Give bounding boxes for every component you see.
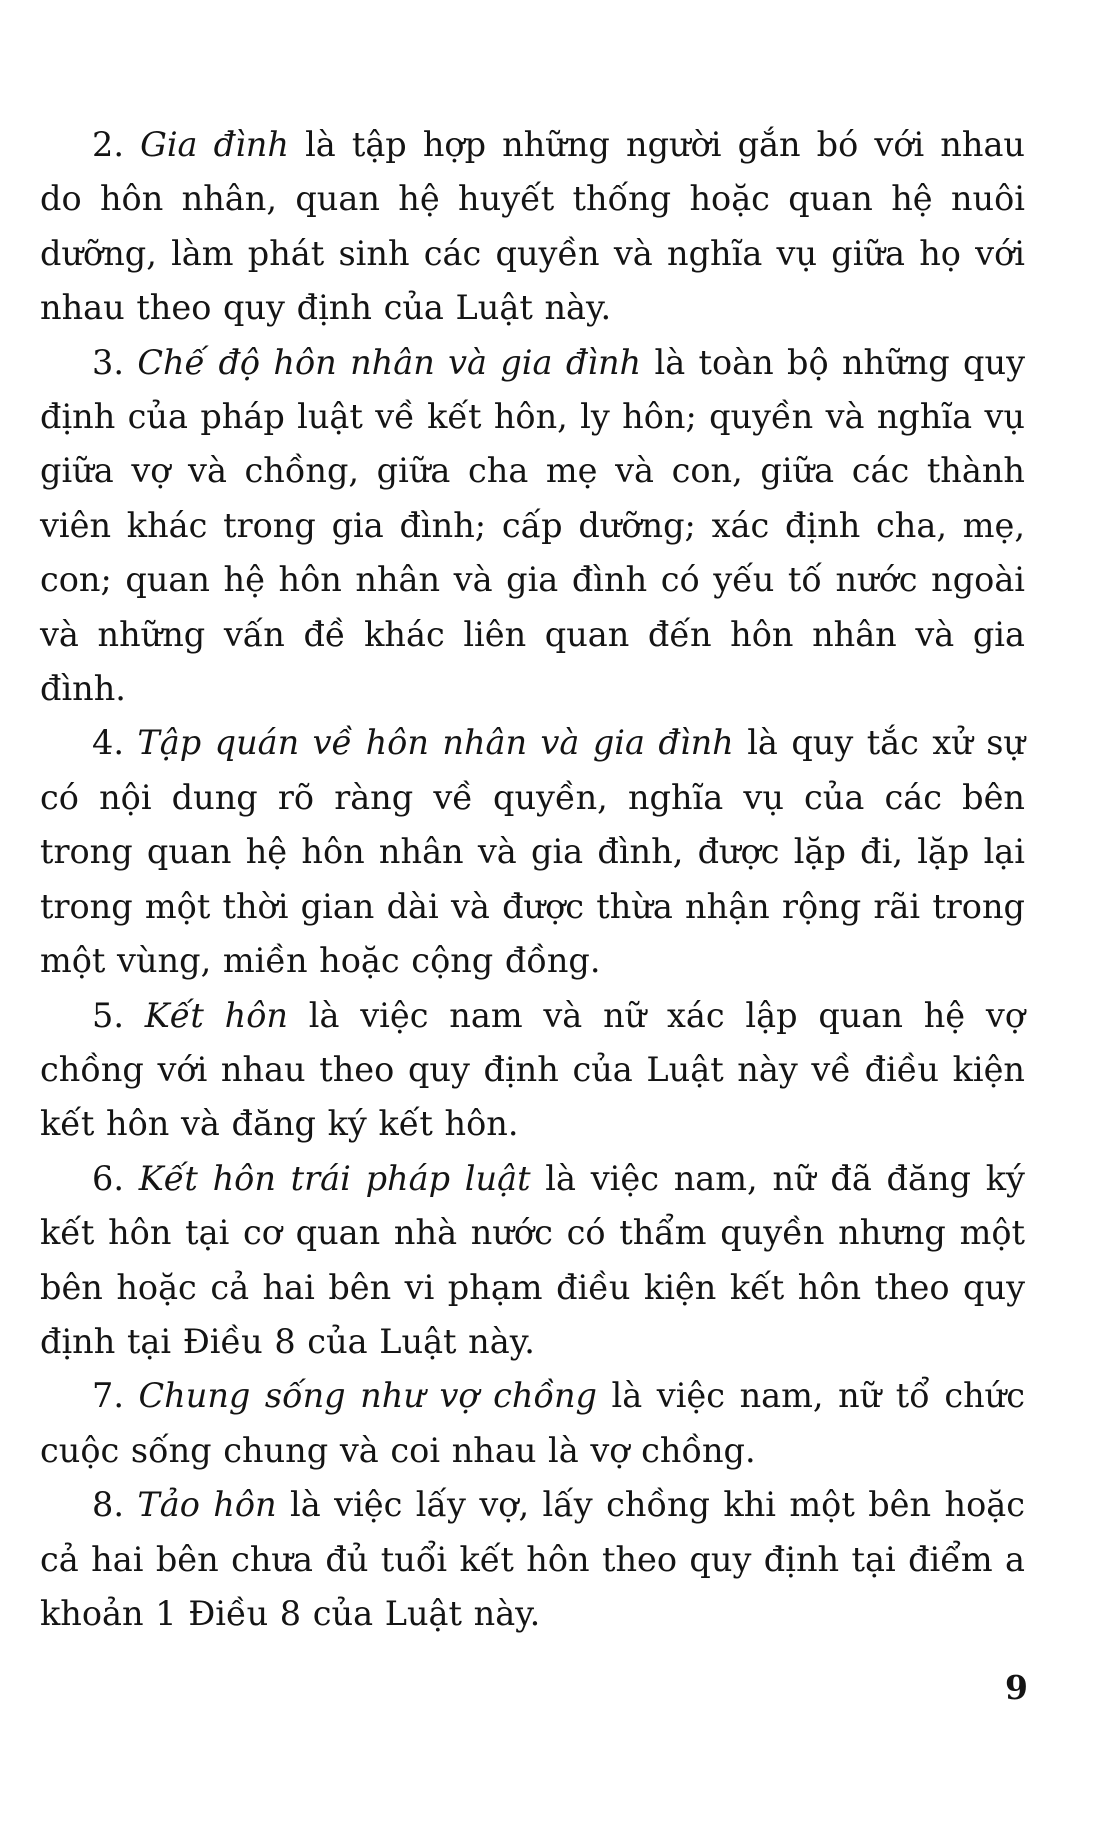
definition-text: là việc nam, nữ đã đăng ký kết hôn tại cơ quan nhà nước có thẩm quyền nhưng một bên hoặc cả hai bên vi phạm điều kiện kết hôn theo quy định tại Điều 8 của Luật này. [40,1158,1025,1361]
definition-term: Chung sống như vợ chồng [138,1376,597,1416]
definition-number: 7. [92,1376,124,1416]
definition-term: Kết hôn [144,995,288,1035]
definition-term: Chế độ hôn nhân và gia đình [137,342,642,382]
page-body [40,118,1025,1641]
definition-number: 3. [92,342,124,382]
definition-2 [40,118,1025,336]
definition-term: Gia đình [140,125,289,164]
definition-text: là việc lấy vợ, lấy chồng khi một bên hoặc cả hai bên chưa đủ tuổi kết hôn theo quy định tại điểm a khoản 1 Điều 8 của Luật này. [40,1485,1025,1633]
definition-number: 8. [92,1485,124,1525]
definition-7 [40,1369,1025,1478]
definition-text: là tập hợp những người gắn bó với nhau do hôn nhân, quan hệ huyết thống hoặc quan hệ nuôi dưỡng, làm phát sinh các quyền và nghĩa vụ giữa họ với nhau theo quy định của Luật này. [40,125,1026,328]
definition-8 [40,1478,1025,1641]
definition-number: 4. [92,723,124,763]
definition-number: 5. [92,995,124,1035]
definition-6 [40,1152,1025,1370]
definition-text: là toàn bộ những quy định của pháp luật về kết hôn, ly hôn; quyền và nghĩa vụ giữa vợ và chồng, giữa cha mẹ và con, giữa các thành viên khác trong gia đình; cấp dưỡng; xác định cha, mẹ, con; quan hệ hôn nhân và gia đình có yếu tố nước ngoài và những vấn đề khác liên quan đến hôn nhân và gia đình. [40,342,1026,709]
definition-number: 2. [92,125,124,164]
definition-text: là quy tắc xử sự có nội dung rõ ràng về quyền, nghĩa vụ của các bên trong quan hệ hôn nhân và gia đình, được lặp đi, lặp lại trong một thời gian dài và được thừa nhận rộng rãi trong một vùng, miền hoặc cộng đồng. [40,723,1026,981]
definition-4 [40,716,1025,988]
definition-3 [40,336,1025,717]
definition-number: 6. [92,1158,124,1198]
definition-term: Tập quán về hôn nhân và gia đình [137,723,734,763]
definition-term: Tảo hôn [137,1485,277,1525]
definition-5 [40,989,1025,1152]
definition-text: là việc nam và nữ xác lập quan hệ vợ chồng với nhau theo quy định của Luật này về điều kiện kết hôn và đăng ký kết hôn. [40,995,1025,1144]
definition-term: Kết hôn trái pháp luật [138,1158,531,1198]
page-number: 9 [1005,1668,1028,1707]
definition-text: là việc nam, nữ tổ chức cuộc sống chung và coi nhau là vợ chồng. [40,1376,1025,1470]
